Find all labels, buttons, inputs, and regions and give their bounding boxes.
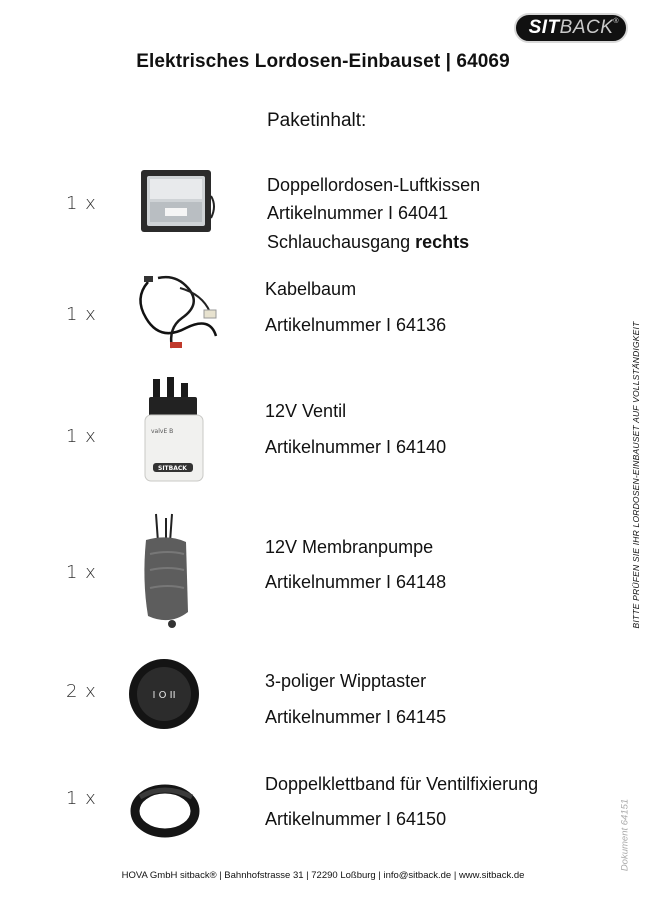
item-hose-outlet [267,232,469,253]
package-heading: Paketinhalt: [267,110,367,131]
switch-position-label: I O II [152,690,176,701]
completeness-note-text: BITTE PRÜFEN SIE IHR LORDOSEN-EINBAUSET AUF VOLLSTÄNDIGKEIT [631,321,641,629]
footer-contact: HOVA GmbH sitback® | Bahnhofstrasse 31 | 72290 Loßburg | info@sitback.de | www.sitback.de [121,870,525,881]
item-name: 12V Ventil [265,401,347,421]
item-article-number: Artikelnummer I 64148 [265,572,447,592]
air-cushion-image [137,166,217,236]
logo-sit: SIT [528,17,560,38]
item-name: 12V Membranpumpe [265,537,434,557]
membrane-pump-image [136,510,198,632]
item-name: Doppelklettband für Ventilfixierung [265,774,539,794]
hose-outlet-label: Schlauchausgang [267,232,416,252]
logo-registered: ® [613,18,619,25]
item-name: Kabelbaum [265,279,357,299]
sitback-logo [514,13,628,43]
valve-label-text: valvE B [151,428,174,435]
item-article-number: Artikelnummer I 64150 [265,809,447,829]
velcro-strap-image [130,777,200,841]
rocker-switch-image [126,656,202,732]
cable-harness-image [132,270,224,354]
valve-brand-text: SITBACK [158,465,187,472]
item-quantity: 1 x [66,788,97,809]
document-id-text: Dokument 64151 [619,798,631,872]
item-article-number: Artikelnummer I 64041 [267,203,449,223]
item-article-number: Artikelnummer I 64136 [265,315,447,335]
item-quantity: 1 x [66,304,97,325]
logo-back: BACK [559,17,614,38]
item-quantity: 1 x [66,193,97,214]
item-name: 3-poliger Wipptaster [265,671,427,691]
document-title: Elektrisches Lordosen-Einbauset | 64069 [136,51,510,72]
item-article-number: Artikelnummer I 64145 [265,707,447,727]
item-article-number: Artikelnummer I 64140 [265,437,447,457]
valve-image [137,375,213,487]
item-quantity: 1 x [66,426,97,447]
item-quantity: 2 x [66,681,97,702]
item-name: Doppellordosen-Luftkissen [267,175,481,195]
hose-outlet-side: rechts [415,232,470,252]
item-quantity: 1 x [66,562,97,583]
